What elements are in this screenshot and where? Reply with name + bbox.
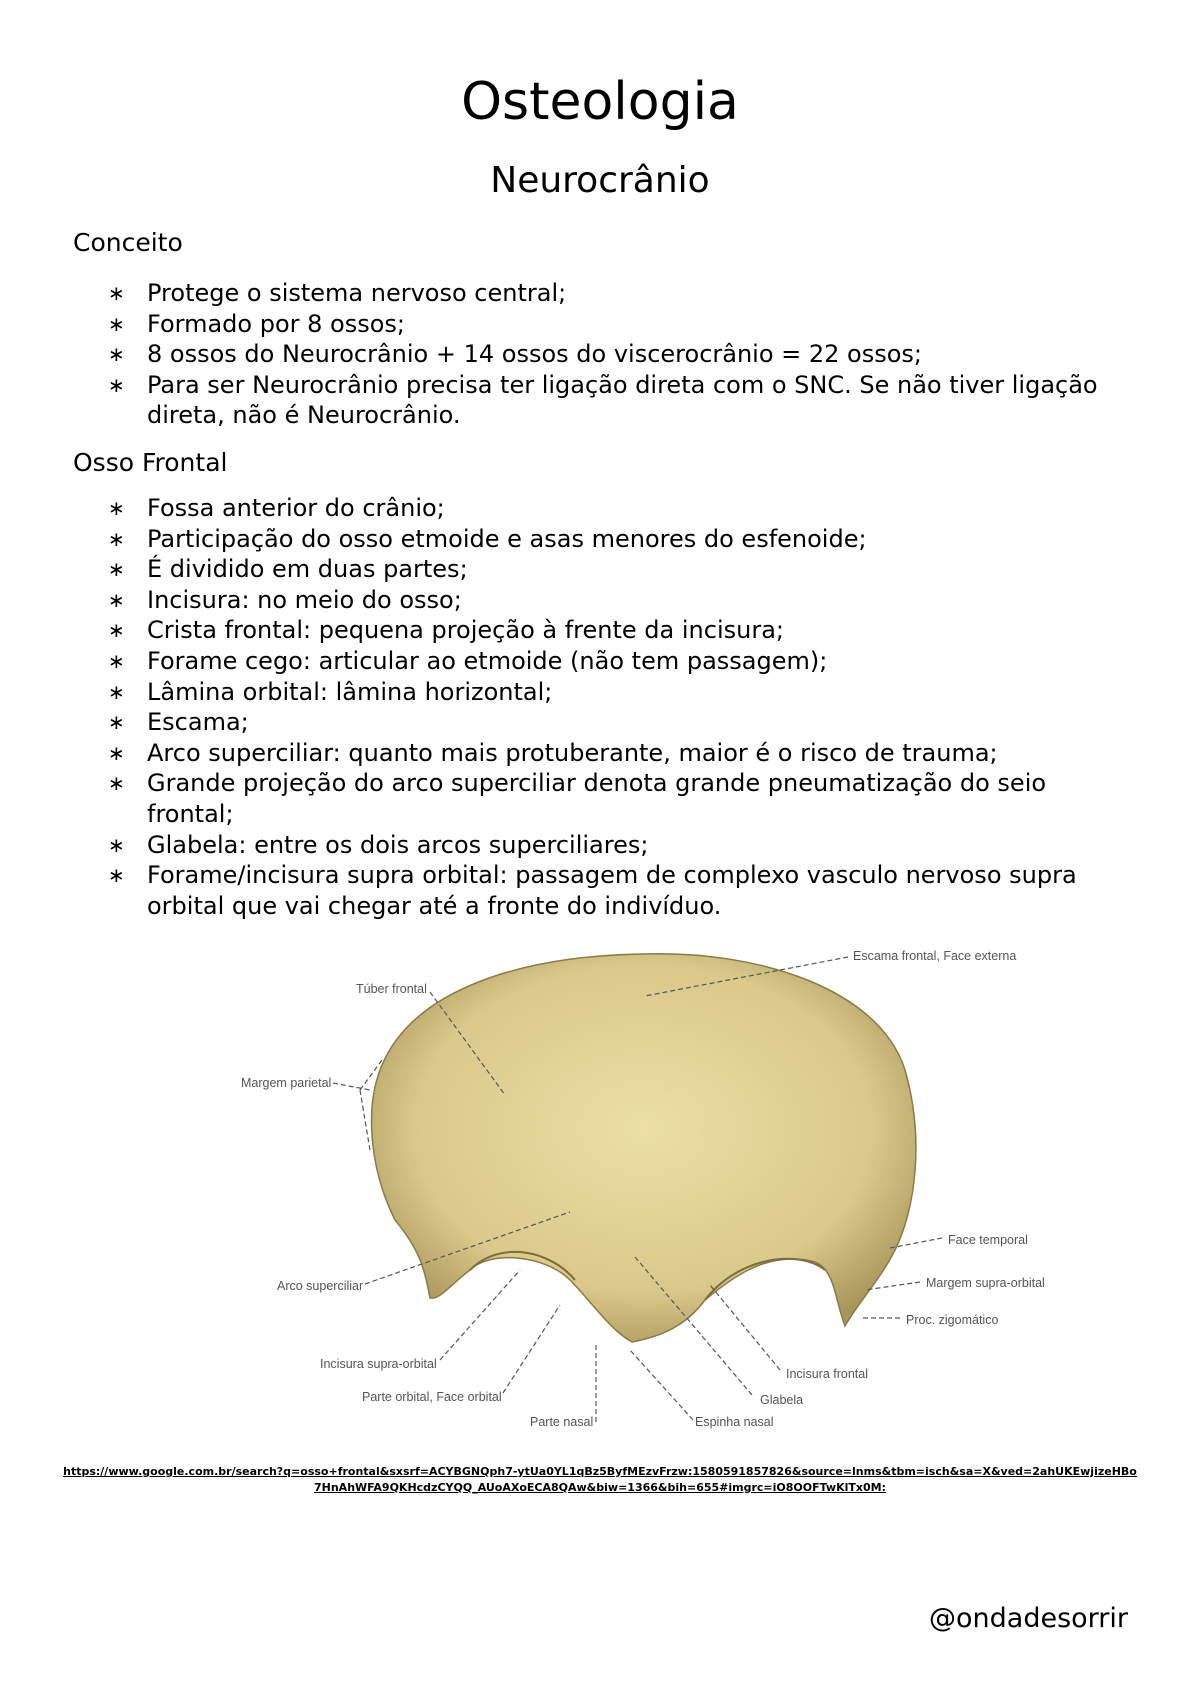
- label-parte-orbital: Parte orbital, Face orbital: [362, 1390, 502, 1404]
- bullet-icon: ∗: [108, 679, 125, 704]
- label-parte-nasal: Parte nasal: [530, 1415, 594, 1429]
- label-margem-parietal: Margem parietal: [241, 1076, 332, 1090]
- source-link[interactable]: https://www.google.com.br/search?q=osso+frontal&sxsrf=ACYBGNQph7-ytUa0YL1qBz5ByfMEzvFrzw:1580591857826&source=lnms&tbm=isch&sa=X&ved=2ahUKEwjizeHBo7HnAhWFA9QKHcdzCYQQ_AUoAXoECA8QAw&biw=1366&bih=655#imgrc=iO8OOFTwKlTx0M:: [63, 1465, 1137, 1494]
- bullet-icon: ∗: [108, 771, 125, 796]
- bullet-icon: ∗: [108, 710, 125, 735]
- list-item: ∗ Participação do osso etmoide e asas menores do esfenoide;: [108, 524, 867, 553]
- section-heading-osso-frontal: Osso Frontal: [73, 448, 228, 477]
- bullet-icon: ∗: [108, 372, 125, 397]
- bullet-icon: ∗: [108, 863, 125, 888]
- list-item: ∗ Arco superciliar: quanto mais protuberante, maior é o risco de trauma;: [108, 738, 998, 767]
- label-face-temporal: Face temporal: [948, 1233, 1028, 1247]
- author-handle: @ondadesorrir: [929, 1603, 1128, 1634]
- list-item: ∗ Para ser Neurocrânio precisa ter ligação direta com o SNC. Se não tiver ligação direta, não é Neurocrânio.: [108, 370, 1098, 430]
- page-subtitle: Neurocrânio: [490, 160, 710, 201]
- label-proc-zigomatico: Proc. zigomático: [906, 1313, 999, 1327]
- bullet-icon: ∗: [108, 740, 125, 765]
- list-item: ∗ Escama;: [108, 708, 249, 737]
- list-item: ∗ Grande projeção do arco superciliar denota grande pneumatização do seio frontal;: [108, 769, 1047, 828]
- list-item: ∗ Formado por 8 ossos;: [108, 309, 405, 338]
- frontal-bone-illustration: [0, 930, 1200, 1450]
- bullet-icon: ∗: [108, 557, 125, 582]
- conceito-list: [0, 278, 1127, 431]
- label-escama-frontal: Escama frontal, Face externa: [853, 949, 1017, 963]
- list-item: ∗ Glabela: entre os dois arcos superciliares;: [108, 830, 649, 859]
- bullet-icon: ∗: [108, 618, 125, 643]
- bullet-icon: ∗: [108, 832, 125, 857]
- osso-frontal-list: [0, 493, 1127, 921]
- bullet-icon: ∗: [108, 281, 125, 305]
- list-item: ∗ Forame/incisura supra orbital: passagem de complexo vasculo nervoso supra orbital que vai chegar até a fronte do indivíduo.: [108, 861, 1077, 920]
- section-heading-conceito: Conceito: [73, 228, 183, 257]
- list-item: ∗ Lâmina orbital: lâmina horizontal;: [108, 677, 553, 706]
- bullet-icon: ∗: [108, 311, 125, 336]
- list-item: ∗ Crista frontal: pequena projeção à frente da incisura;: [108, 616, 784, 645]
- list-item: ∗ Forame cego: articular ao etmoide (não tem passagem);: [108, 646, 828, 675]
- list-item: ∗ Fossa anterior do crânio;: [108, 494, 445, 522]
- bullet-icon: ∗: [108, 648, 125, 673]
- label-tuber-frontal: Túber frontal: [356, 982, 427, 996]
- label-incisura-supra-orbital: Incisura supra-orbital: [320, 1357, 437, 1371]
- label-arco-superciliar: Arco superciliar: [277, 1279, 364, 1293]
- bullet-icon: ∗: [108, 496, 125, 520]
- list-item: ∗ Protege o sistema nervoso central;: [108, 279, 567, 307]
- label-incisura-frontal: Incisura frontal: [786, 1367, 868, 1381]
- bullet-icon: ∗: [108, 526, 125, 551]
- bullet-icon: ∗: [108, 342, 125, 367]
- list-item: ∗ 8 ossos do Neurocrânio + 14 ossos do viscerocrânio = 22 ossos;: [108, 340, 923, 369]
- list-item: ∗ É dividido em duas partes;: [108, 555, 468, 584]
- label-margem-supra-orbital: Margem supra-orbital: [926, 1276, 1045, 1290]
- label-glabela: Glabela: [760, 1393, 804, 1407]
- bullet-icon: ∗: [108, 587, 125, 612]
- page-title: Osteologia: [461, 72, 739, 132]
- list-item: ∗ Incisura: no meio do osso;: [108, 585, 462, 614]
- label-espinha-nasal: Espinha nasal: [695, 1415, 774, 1429]
- frontal-bone-shape: [372, 954, 916, 1342]
